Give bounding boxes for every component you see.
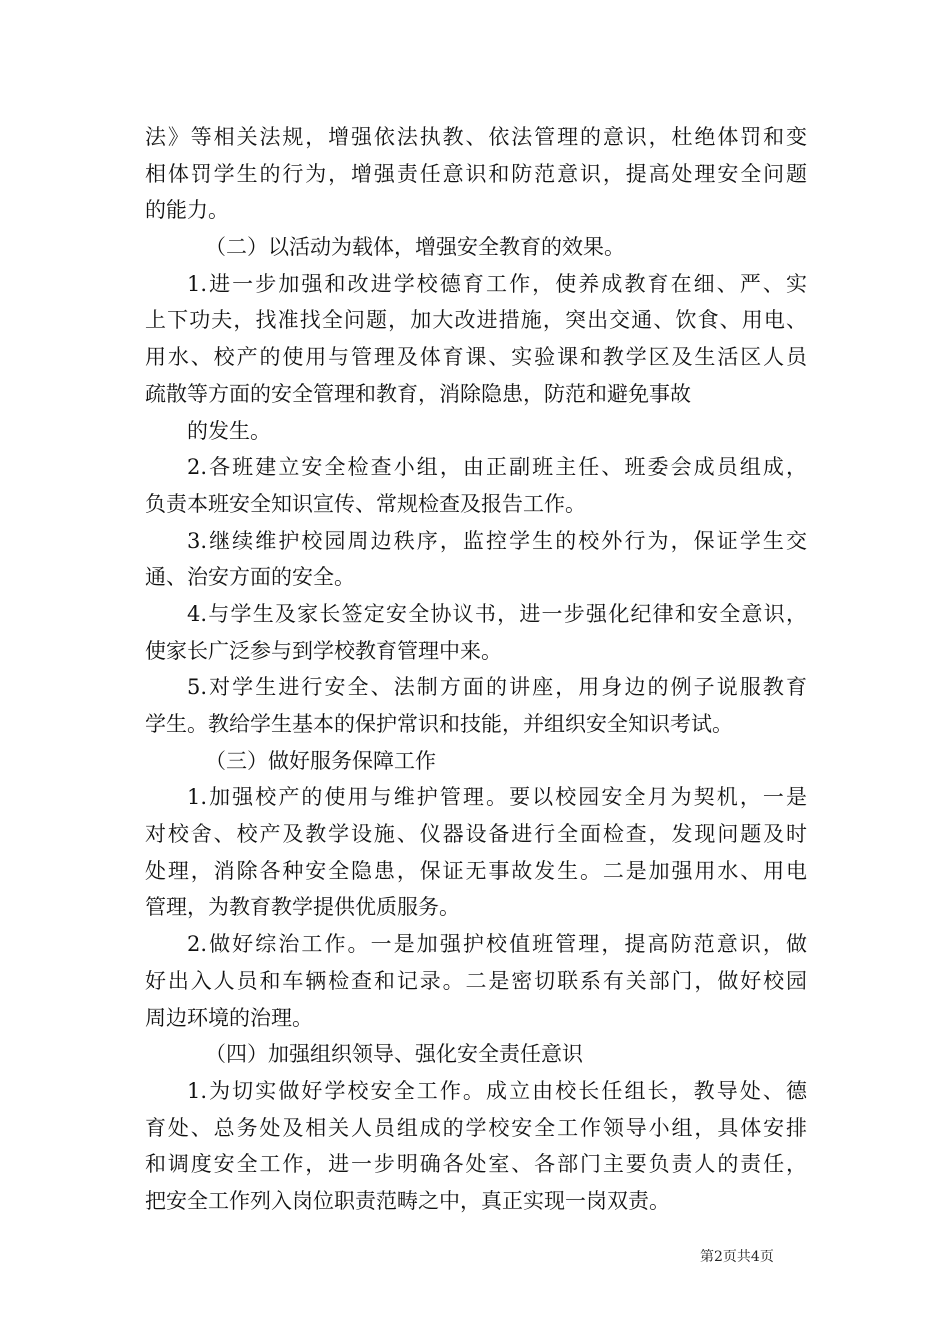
text-line: 和调度安全工作，进一步明确各处室、各部门主要负责人的责任， xyxy=(145,1152,807,1177)
text-line: 1.加强校产的使用与维护管理。要以校园安全月为契机，一是 xyxy=(187,785,807,810)
text-line: 的能力。 xyxy=(145,198,229,223)
text-line: 通、治安方面的安全。 xyxy=(145,565,355,590)
text-line: 周边环境的治理。 xyxy=(145,1005,313,1030)
section-heading: （二）以活动为载体，增强安全教育的效果。 xyxy=(205,235,625,260)
page-number: 第2页共4页 xyxy=(700,1249,774,1265)
text-line: 疏散等方面的安全管理和教育，消除隐患，防范和避免事故 xyxy=(145,381,691,406)
text-line: 3.继续维护校园周边秩序，监控学生的校外行为，保证学生交 xyxy=(187,528,807,553)
text-line: 学生。教给学生基本的保护常识和技能，并组织安全知识考试。 xyxy=(145,712,733,736)
text-line: 上下功夫，找准找全问题，加大改进措施，突出交通、饮食、用电、 xyxy=(145,308,807,333)
text-line: 的发生。 xyxy=(187,418,271,443)
text-line: 好出入人员和车辆检查和记录。二是密切联系有关部门，做好校园 xyxy=(145,968,807,993)
text-line: 1.进一步加强和改进学校德育工作，使养成教育在细、严、实 xyxy=(187,271,807,296)
text-line: 育处、总务处及相关人员组成的学校安全工作领导小组，具体安排 xyxy=(145,1115,807,1140)
text-line: 1.为切实做好学校安全工作。成立由校长任组长，教导处、德 xyxy=(187,1078,807,1103)
text-line: 2.各班建立安全检查小组，由正副班主任、班委会成员组成， xyxy=(187,455,807,480)
text-line: 法》等相关法规，增强依法执教、依法管理的意识，杜绝体罚和变 xyxy=(145,125,807,149)
section-heading: （三）做好服务保障工作 xyxy=(205,748,436,773)
text-line: 4.与学生及家长签定安全协议书，进一步强化纪律和安全意识， xyxy=(187,601,807,626)
text-line: 5.对学生进行安全、法制方面的讲座，用身边的例子说服教育 xyxy=(187,675,807,700)
text-line: 管理，为教育教学提供优质服务。 xyxy=(145,895,460,920)
text-line: 2.做好综治工作。一是加强护校值班管理，提高防范意识，做 xyxy=(187,932,807,957)
document-body xyxy=(145,119,807,1220)
text-line: 处理，消除各种安全隐患，保证无事故发生。二是加强用水、用电 xyxy=(145,858,807,883)
text-line: 把安全工作列入岗位职责范畴之中，真正实现一岗双责。 xyxy=(145,1188,670,1213)
text-line: 负责本班安全知识宣传、常规检查及报告工作。 xyxy=(145,491,586,516)
text-line: 对校舍、校产及教学设施、仪器设备进行全面检查，发现问题及时 xyxy=(145,822,807,847)
text-line: 使家长广泛参与到学校教育管理中来。 xyxy=(145,638,502,663)
text-line: 相体罚学生的行为，增强责任意识和防范意识，提高处理安全问题 xyxy=(145,161,807,186)
text-line: 用水、校产的使用与管理及体育课、实验课和教学区及生活区人员 xyxy=(145,345,807,370)
section-heading: （四）加强组织领导、强化安全责任意识 xyxy=(205,1042,583,1067)
